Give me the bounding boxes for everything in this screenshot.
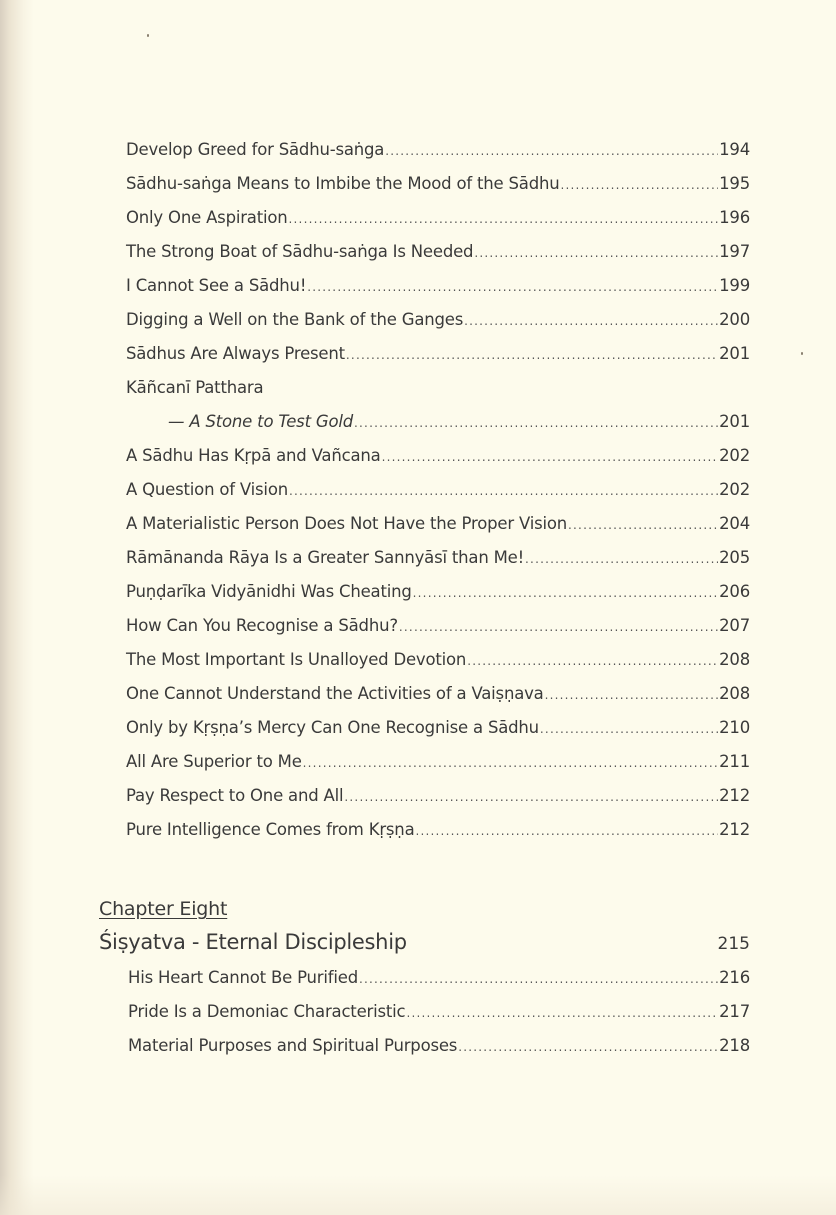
toc-entry[interactable] [126,684,750,718]
toc-entry[interactable] [126,582,750,616]
toc-entry[interactable] [126,718,750,752]
toc-entry[interactable] [126,548,750,582]
page-bottom-shade [0,1175,836,1215]
dot-leader [561,178,719,192]
entry-title: Sādhus Are Always Present [126,344,345,363]
dot-leader [346,348,718,362]
entry-title: One Cannot Understand the Activities of a Vaiṣṇava [126,684,544,703]
entry-title: Pride Is a Demoniac Characteristic [128,1002,406,1021]
toc-entry[interactable] [126,650,750,684]
toc-entry[interactable] [126,276,750,310]
paper-speck [147,34,149,37]
chapter-entries [128,968,750,1070]
paper-speck [801,352,803,355]
entry-page: 200 [719,310,750,329]
book-spine-shadow [0,0,34,1215]
entry-title: Kāñcanī Patthara [126,378,264,397]
dot-leader [354,416,718,430]
entry-title: All Are Superior to Me [126,752,302,771]
toc-entry[interactable] [126,310,750,344]
dot-leader [545,688,719,702]
dot-leader [467,654,718,668]
entry-title: — A Stone to Test Gold [168,412,354,431]
entry-title: A Materialistic Person Does Not Have the Proper Vision [126,514,568,533]
entry-page: 211 [719,752,750,771]
dot-leader [303,756,718,770]
dot-leader [464,314,718,328]
entry-page: 218 [719,1036,750,1055]
entry-page: 201 [719,344,750,363]
entry-page: 208 [719,650,750,669]
dot-leader [540,722,718,736]
toc-entry[interactable] [126,752,750,786]
toc-entry[interactable] [126,514,750,548]
dot-leader [359,972,718,986]
toc-entry[interactable] [126,344,750,378]
toc-entry-heading[interactable] [126,378,750,412]
entry-title: Rāmānanda Rāya Is a Greater Sannyāsī than Me! [126,548,525,567]
dot-leader [568,518,718,532]
entry-title: Material Purposes and Spiritual Purposes [128,1036,458,1055]
entry-title: A Sādhu Has Kṛpā and Vañcana [126,446,381,465]
dot-leader [289,212,719,226]
toc-entry[interactable] [126,820,750,854]
entry-page: 204 [719,514,750,533]
dot-leader [385,144,718,158]
toc-entry[interactable] [126,242,750,276]
toc-entry[interactable] [128,1002,750,1036]
entry-title: A Question of Vision [126,480,288,499]
entry-page: 202 [719,480,750,499]
chapter-title: Śiṣyatva - Eternal Discipleship [99,930,407,954]
entry-page: 212 [719,820,750,839]
toc-entry[interactable] [126,480,750,514]
table-of-contents [126,140,750,854]
toc-entry[interactable] [126,208,750,242]
entry-title: The Most Important Is Unalloyed Devotion [126,650,467,669]
dot-leader [382,450,719,464]
toc-entry[interactable] [126,174,750,208]
entry-title: Only One Aspiration [126,208,288,227]
entry-page: 196 [719,208,750,227]
dot-leader [289,484,718,498]
entry-page: 217 [719,1002,750,1021]
entry-page: 201 [719,412,750,431]
entry-page: 205 [719,548,750,567]
entry-page: 202 [719,446,750,465]
entry-title: Develop Greed for Sādhu-saṅga [126,140,385,159]
dot-leader [458,1040,718,1054]
entry-page: 210 [719,718,750,737]
entry-title: How Can You Recognise a Sādhu? [126,616,398,635]
dot-leader [399,620,718,634]
entry-page: 216 [719,968,750,987]
entry-title: Digging a Well on the Bank of the Ganges [126,310,464,329]
dot-leader [406,1006,718,1020]
dot-leader [413,586,718,600]
entry-title: I Cannot See a Sādhu! [126,276,307,295]
entry-title: His Heart Cannot Be Purified [128,968,358,987]
dot-leader [474,246,718,260]
entry-title: Sādhu-saṅga Means to Imbibe the Mood of the Sādhu [126,174,560,193]
toc-entry[interactable] [128,968,750,1002]
toc-entry-subtitle[interactable] [126,412,750,446]
entry-page: 194 [719,140,750,159]
entry-title: Pure Intelligence Comes from Kṛṣṇa [126,820,415,839]
dot-leader [415,824,718,838]
entry-page: 212 [719,786,750,805]
toc-entry[interactable] [126,786,750,820]
entry-page: 197 [719,242,750,261]
entry-page: 199 [719,276,750,295]
chapter-label[interactable]: Chapter Eight [99,898,228,920]
chapter-section [99,898,750,1070]
toc-entry[interactable] [126,140,750,174]
entry-page: 208 [719,684,750,703]
entry-title: The Strong Boat of Sādhu-saṅga Is Needed [126,242,474,261]
dot-leader [525,552,718,566]
entry-title: Only by Kṛṣṇa’s Mercy Can One Recognise a Sādhu [126,718,539,737]
entry-page: 206 [719,582,750,601]
toc-entry[interactable] [126,616,750,650]
dot-leader [344,790,718,804]
entry-title: Puṇḍarīka Vidyānidhi Was Cheating [126,582,412,601]
chapter-heading[interactable] [99,930,750,966]
toc-entry[interactable] [126,446,750,480]
dot-leader [307,280,718,294]
entry-page: 195 [719,174,750,193]
toc-entry[interactable] [128,1036,750,1070]
chapter-page: 215 [717,934,750,954]
entry-title: Pay Respect to One and All [126,786,344,805]
entry-page: 207 [719,616,750,635]
